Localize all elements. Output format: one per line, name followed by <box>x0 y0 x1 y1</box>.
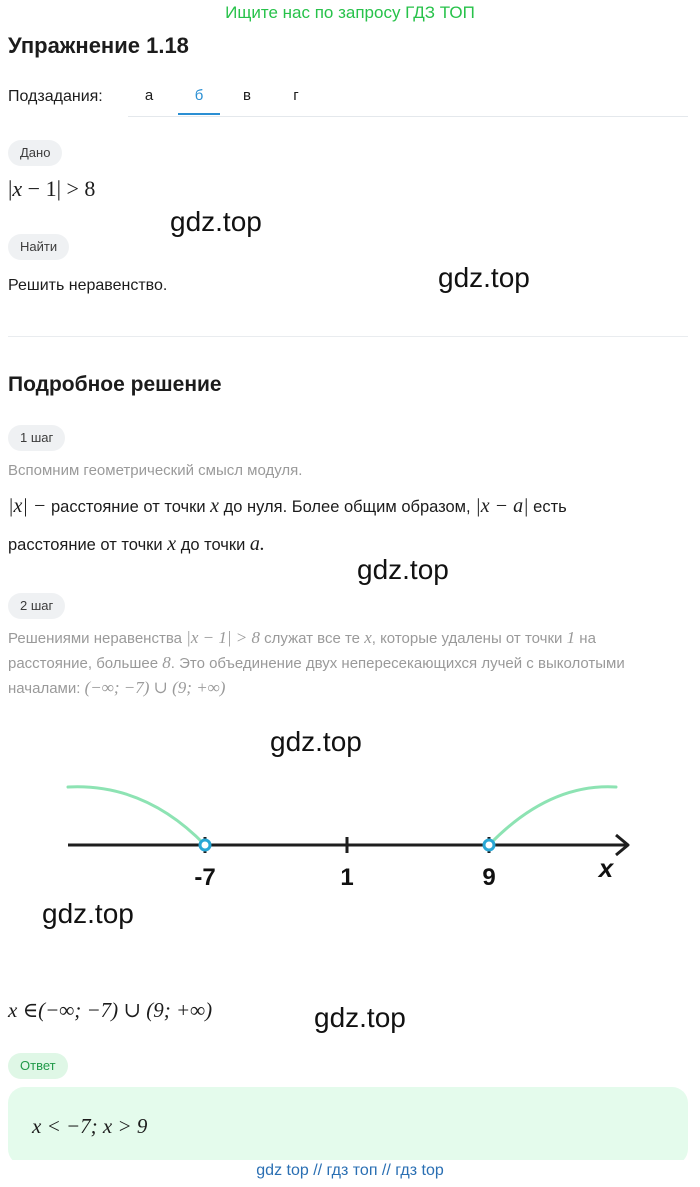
open-point-9 <box>484 840 494 850</box>
math-mod-x: |x| − <box>8 495 47 517</box>
open-point--7 <box>200 840 210 850</box>
top-banner: Ищите нас по запросу ГДЗ ТОП <box>225 3 475 22</box>
subtasks-label: Подзадания: <box>8 88 103 105</box>
number-line-figure <box>0 760 700 900</box>
result-expression: x ∈(−∞; −7) ∪ (9; +∞) <box>8 998 213 1022</box>
find-text: Решить неравенство. <box>8 277 168 294</box>
page-title: Упражнение 1.18 <box>8 33 189 58</box>
math-x: x <box>210 495 220 517</box>
given-expression: |x − 1| > 8 <box>8 176 96 201</box>
step2-paragraph <box>8 626 698 701</box>
step1-text-a: расстояние от точки <box>50 498 206 516</box>
find-badge: Найти <box>8 234 69 260</box>
tick-label-1: 1 <box>340 864 354 891</box>
watermark: gdz.top <box>270 726 362 757</box>
given-badge: Дано <box>8 140 62 166</box>
watermark: gdz.top <box>438 262 530 293</box>
axis-label: x <box>598 853 614 883</box>
step1-line2-a: расстояние от точки <box>8 536 163 554</box>
watermark: gdz.top <box>170 206 262 237</box>
watermark: gdz.top <box>42 898 134 929</box>
step2-line2: расстояние, большее 8. Это объединение двух непересекающихся лучей с выколотыми <box>8 653 625 672</box>
step1-line1 <box>8 495 567 518</box>
divider <box>8 336 688 337</box>
step1-intro: Вспомним геометрический смысл модуля. <box>8 462 303 479</box>
watermark: gdz.top <box>357 554 449 585</box>
solution-title: Подробное решение <box>8 373 222 396</box>
tick-label--7: -7 <box>194 864 216 891</box>
step1-line2 <box>8 533 265 556</box>
tab-b[interactable]: б <box>178 80 220 115</box>
step1-badge: 1 шаг <box>8 425 65 451</box>
ray-left <box>68 787 205 845</box>
step2-line1: Решениями неравенства |x − 1| > 8 служат все те x, которые удалены от точки 1 на <box>8 628 596 647</box>
tab-a[interactable]: а <box>144 87 154 104</box>
math-x: x <box>167 533 177 555</box>
step1-line2-b: до точки <box>180 536 246 554</box>
tab-g[interactable]: г <box>293 87 299 104</box>
step2-badge: 2 шаг <box>8 593 65 619</box>
footer-links[interactable]: gdz top // гдз топ // гдз top <box>256 1162 444 1179</box>
math-a: a. <box>249 533 265 555</box>
watermark: gdz.top <box>314 1002 406 1033</box>
tick-label-9: 9 <box>482 864 496 891</box>
step1-text-c: есть <box>533 498 567 516</box>
answer-badge: Ответ <box>8 1053 68 1079</box>
ray-right <box>489 787 616 845</box>
tab-v[interactable]: в <box>243 87 251 104</box>
step1-text-b: до нуля. Более общим образом, <box>223 498 471 516</box>
math-mod-x-a: |x − a| <box>475 495 529 517</box>
answer-expression: x < −7; x > 9 <box>32 1114 148 1138</box>
subtask-tabs <box>128 80 688 117</box>
step2-line3: началами: (−∞; −7) ∪ (9; +∞) <box>8 678 226 697</box>
